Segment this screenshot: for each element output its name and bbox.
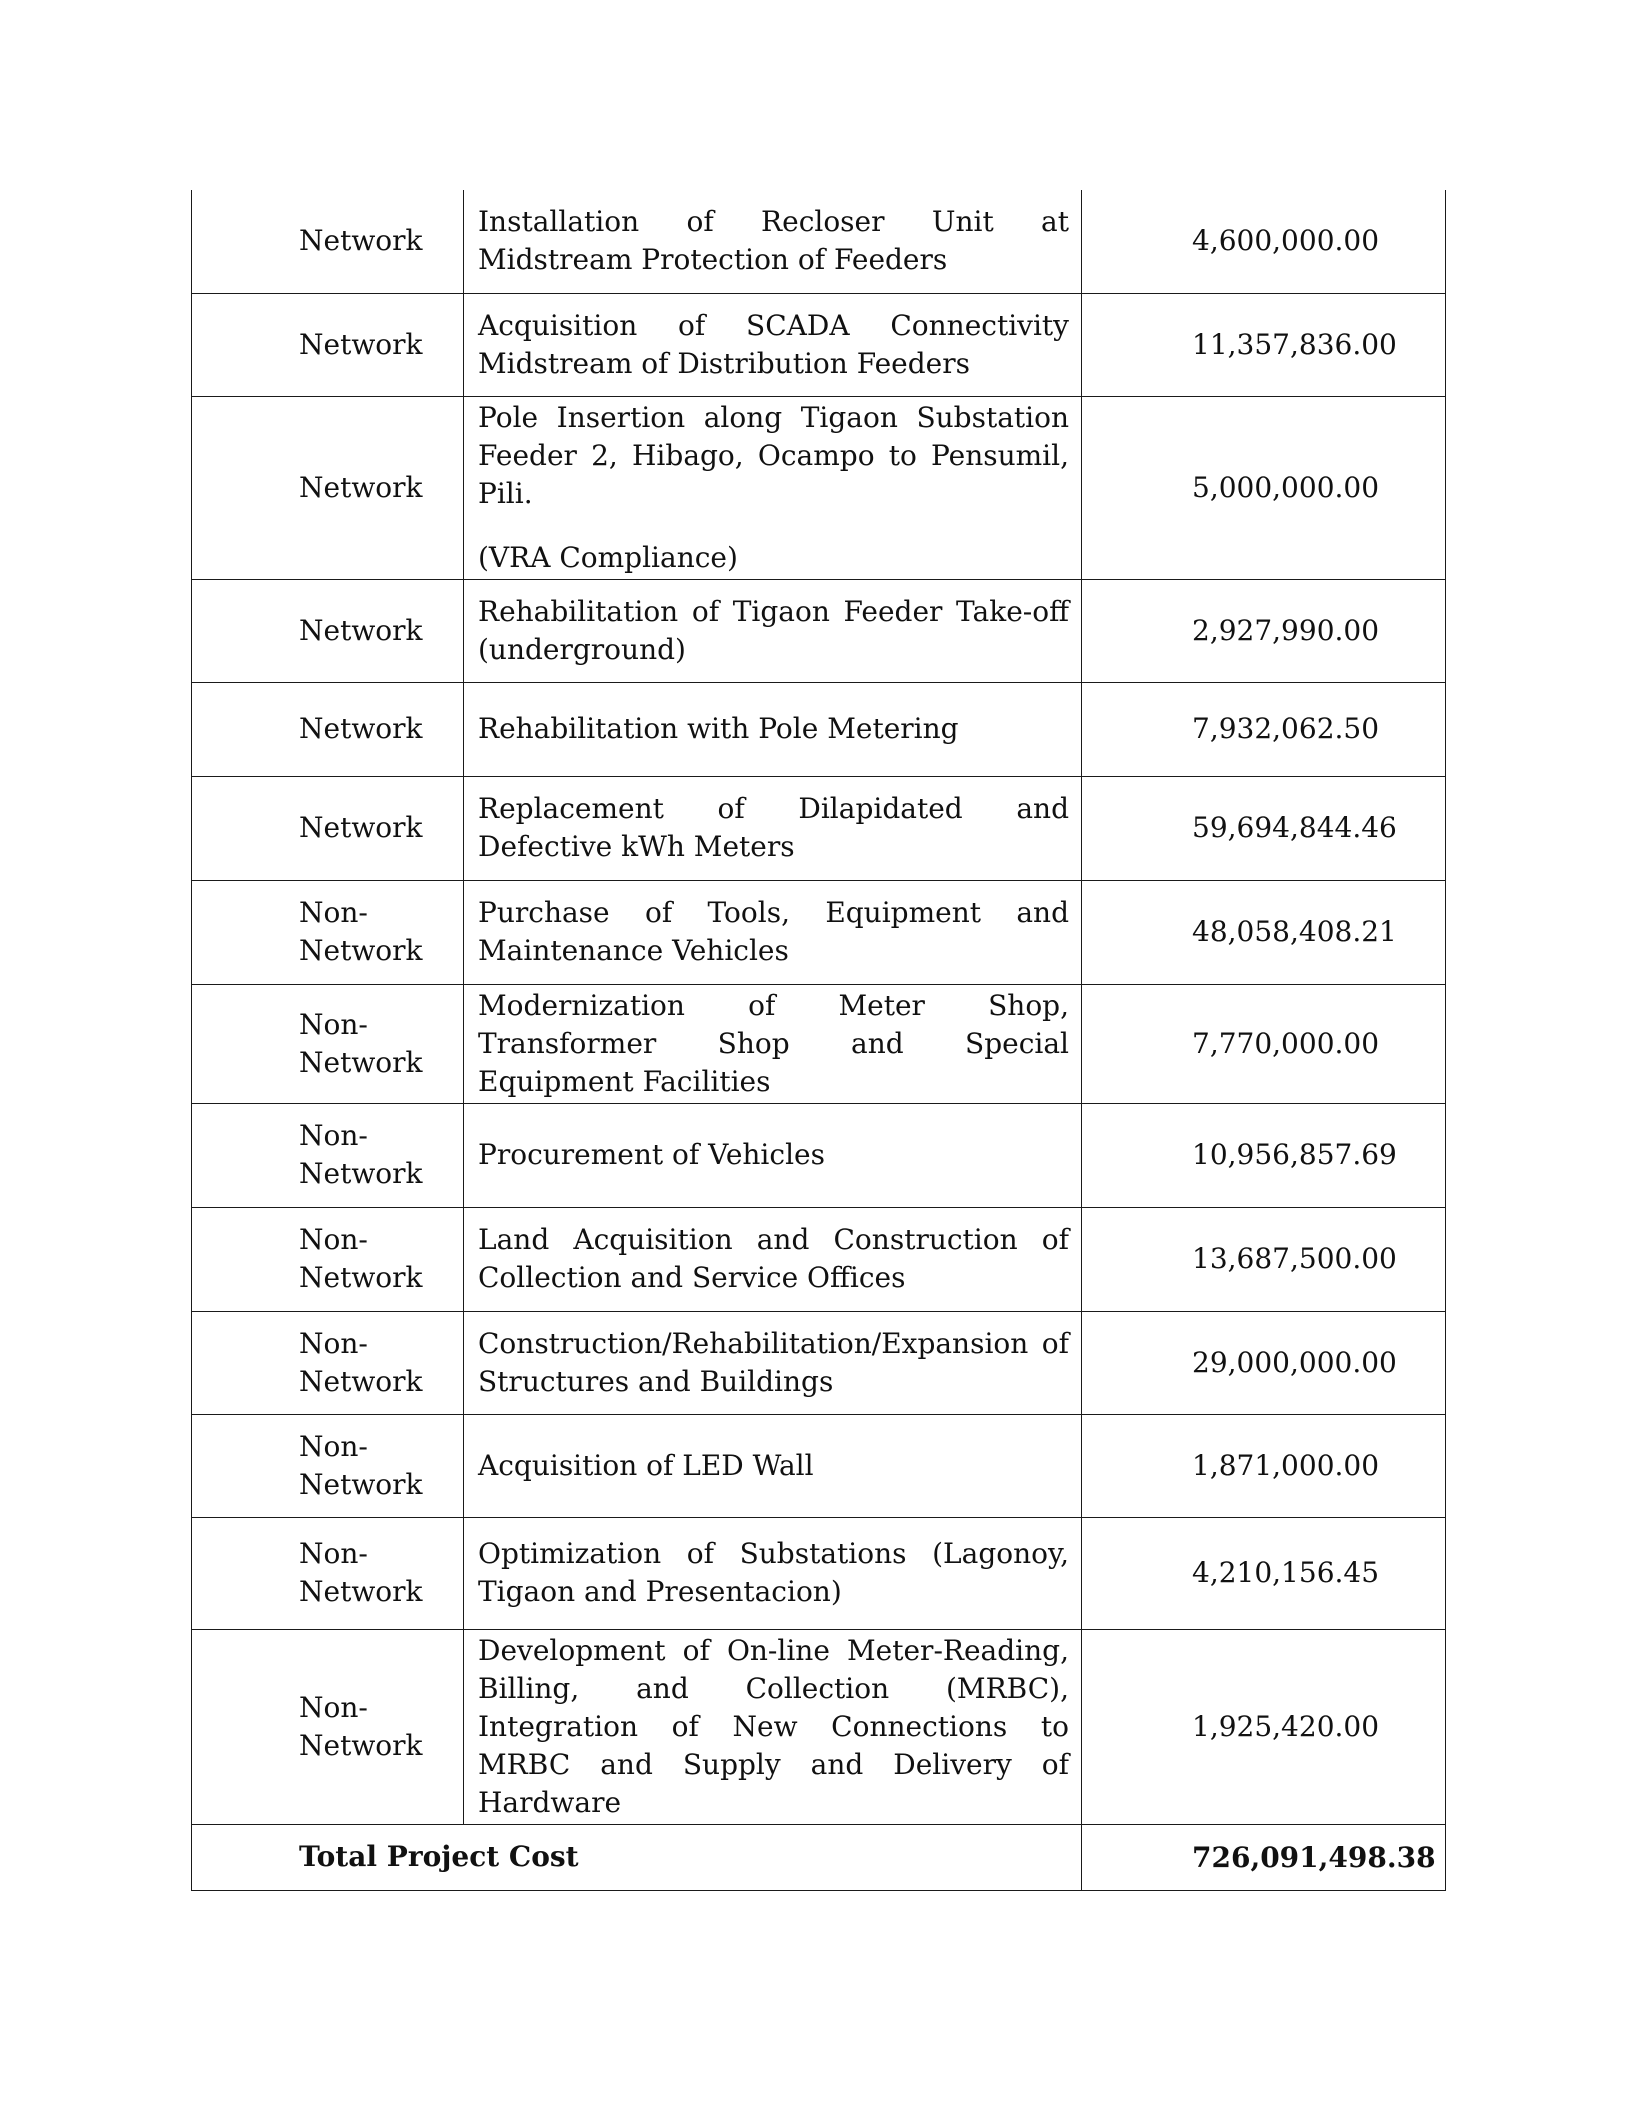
description-text: Rehabilitation of Tigaon Feeder Take-off (underground) xyxy=(478,594,1069,666)
category-cell: Network xyxy=(192,579,464,682)
amount-cell: 2,927,990.00 xyxy=(1082,579,1446,682)
description-cell xyxy=(464,396,1082,579)
description-cell xyxy=(464,1414,1082,1517)
amount-cell: 4,600,000.00 xyxy=(1082,190,1446,293)
table-row xyxy=(192,1629,1446,1824)
description-cell xyxy=(464,880,1082,984)
table-row xyxy=(192,396,1446,579)
table-row xyxy=(192,293,1446,396)
project-cost-table xyxy=(191,190,1446,1891)
table-row xyxy=(192,682,1446,776)
category-cell: Non-Network xyxy=(192,1629,464,1824)
amount-cell: 1,871,000.00 xyxy=(1082,1414,1446,1517)
amount-cell: 29,000,000.00 xyxy=(1082,1311,1446,1414)
table-row xyxy=(192,880,1446,984)
description-text: Acquisition of SCADA Connectivity Midstream of Distribution Feeders xyxy=(478,308,1069,380)
table-row xyxy=(192,1207,1446,1311)
category-cell: Network xyxy=(192,682,464,776)
amount-cell: 4,210,156.45 xyxy=(1082,1517,1446,1629)
description-cell xyxy=(464,682,1082,776)
table-row xyxy=(192,1311,1446,1414)
table-row xyxy=(192,190,1446,293)
description-cell xyxy=(464,190,1082,293)
amount-cell: 5,000,000.00 xyxy=(1082,396,1446,579)
total-label: Total Project Cost xyxy=(192,1824,1082,1890)
compliance-note: (VRA Compliance) xyxy=(478,540,738,574)
description-cell xyxy=(464,293,1082,396)
category-cell: Non-Network xyxy=(192,984,464,1103)
category-cell: Network xyxy=(192,396,464,579)
description-text: Construction/Rehabilitation/Expansion of Structures and Buildings xyxy=(478,1326,1069,1398)
category-cell: Non-Network xyxy=(192,880,464,984)
category-cell: Non-Network xyxy=(192,1311,464,1414)
description-text: Modernization of Meter Shop, Transformer Shop and Special Equipment Facilities xyxy=(478,988,1069,1098)
amount-cell: 13,687,500.00 xyxy=(1082,1207,1446,1311)
category-cell: Non-Network xyxy=(192,1517,464,1629)
description-text: Acquisition of LED Wall xyxy=(478,1448,814,1482)
description-text: Pole Insertion along Tigaon Substation Feeder 2, Hibago, Ocampo to Pensumil, Pili. xyxy=(478,400,1069,510)
amount-cell: 11,357,836.00 xyxy=(1082,293,1446,396)
category-cell: Non-Network xyxy=(192,1414,464,1517)
description-cell xyxy=(464,1517,1082,1629)
total-amount: 726,091,498.38 xyxy=(1082,1824,1446,1890)
category-cell: Non-Network xyxy=(192,1207,464,1311)
description-cell xyxy=(464,579,1082,682)
amount-cell: 59,694,844.46 xyxy=(1082,776,1446,880)
amount-cell: 10,956,857.69 xyxy=(1082,1103,1446,1207)
description-cell xyxy=(464,1311,1082,1414)
description-cell xyxy=(464,776,1082,880)
description-text: Land Acquisition and Construction of Collection and Service Offices xyxy=(478,1223,1069,1294)
description-cell xyxy=(464,1103,1082,1207)
table-row xyxy=(192,1517,1446,1629)
description-cell xyxy=(464,1207,1082,1311)
description-cell xyxy=(464,984,1082,1103)
table-row xyxy=(192,776,1446,880)
description-text: Development of On-line Meter-Reading, Billing, and Collection (MRBC), Integration of New Connections to MRBC and Supply and Delivery of Hardware xyxy=(478,1633,1069,1819)
total-row xyxy=(192,1824,1446,1890)
category-cell: Network xyxy=(192,190,464,293)
amount-cell: 7,770,000.00 xyxy=(1082,984,1446,1103)
description-text: Replacement of Dilapidated and Defective kWh Meters xyxy=(478,792,1069,863)
table-row xyxy=(192,579,1446,682)
description-text: Optimization of Substations (Lagonoy, Tigaon and Presentacion) xyxy=(478,1537,1069,1608)
category-cell: Network xyxy=(192,293,464,396)
table-row xyxy=(192,1414,1446,1517)
description-text: Rehabilitation with Pole Metering xyxy=(478,712,959,745)
amount-cell: 1,925,420.00 xyxy=(1082,1629,1446,1824)
description-text: Procurement of Vehicles xyxy=(478,1138,825,1171)
description-cell xyxy=(464,1629,1082,1824)
amount-cell: 7,932,062.50 xyxy=(1082,682,1446,776)
category-cell: Non-Network xyxy=(192,1103,464,1207)
category-cell: Network xyxy=(192,776,464,880)
description-text: Installation of Recloser Unit at Midstream Protection of Feeders xyxy=(478,205,1069,277)
amount-cell: 48,058,408.21 xyxy=(1082,880,1446,984)
table-row xyxy=(192,1103,1446,1207)
description-text: Purchase of Tools, Equipment and Maintenance Vehicles xyxy=(478,896,1069,967)
table-row xyxy=(192,984,1446,1103)
